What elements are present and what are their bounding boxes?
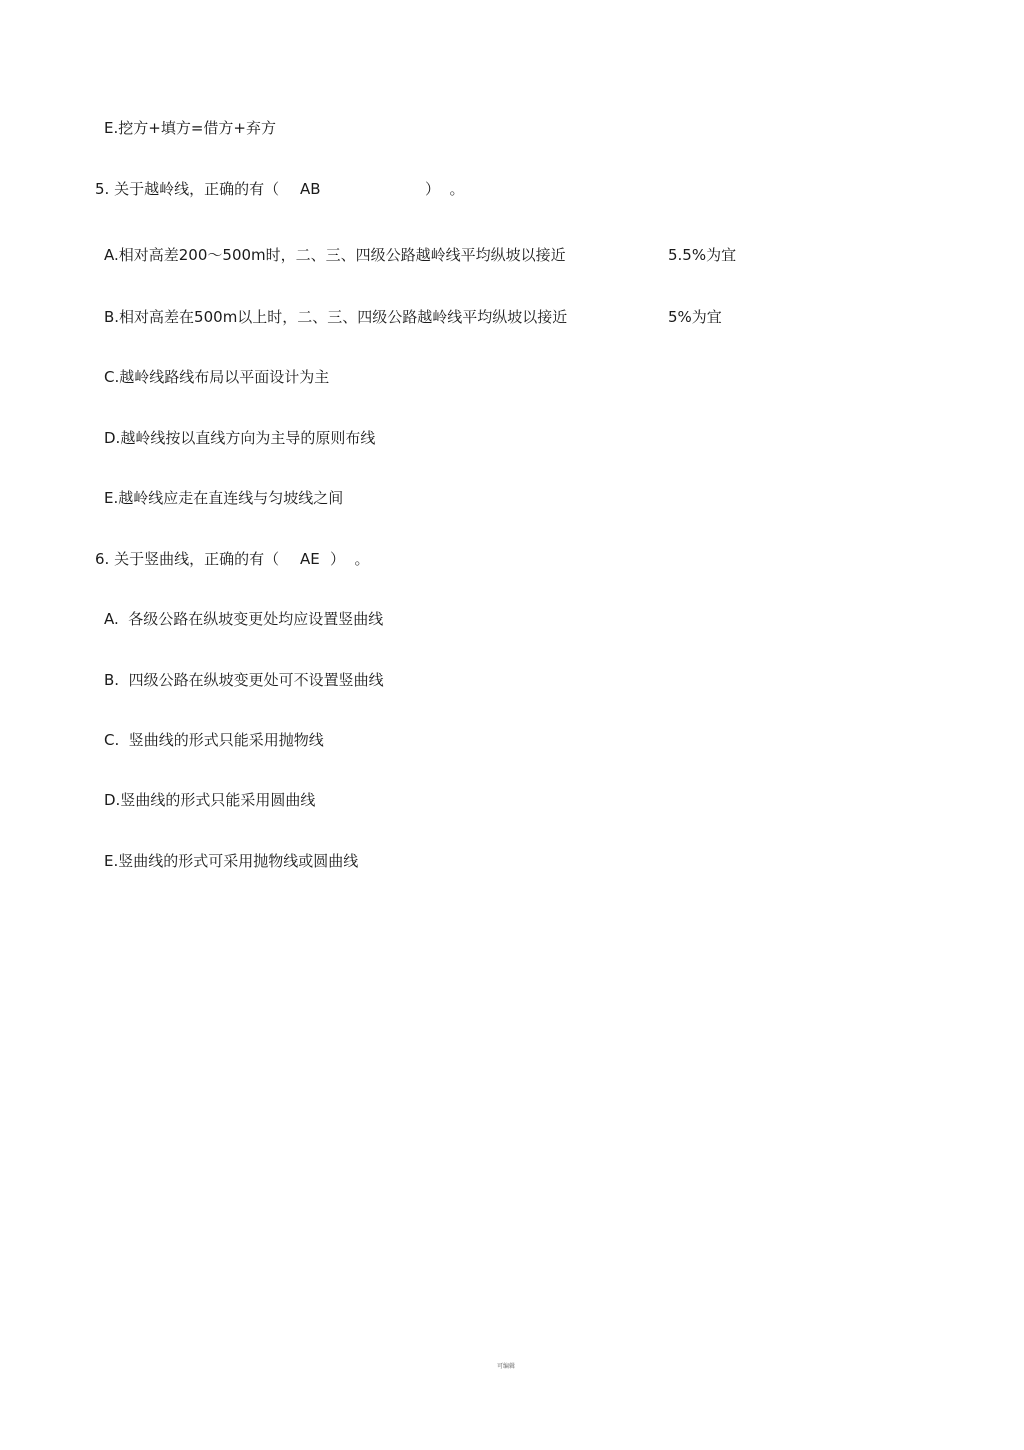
question-5-suffix: ） 。	[425, 180, 465, 198]
question-6-option-c: C. 竖曲线的形式只能采用抛物线	[104, 731, 324, 749]
question-6-prefix: 6. 关于竖曲线，正确的有（	[95, 550, 280, 568]
page-footer: 可编辑	[497, 1363, 516, 1370]
question-6-option-e: E.竖曲线的形式可采用抛物线或圆曲线	[104, 852, 359, 870]
question-5-option-a-value: 5.5%为宜	[668, 246, 737, 264]
question-5-option-c: C.越岭线路线布局以平面设计为主	[104, 368, 330, 386]
question-5-option-b: B.相对高差在500m以上时，二、三、四级公路越岭线平均纵坡以接近	[104, 308, 568, 326]
option-e-previous: E.挖方+填方=借方+弃方	[104, 119, 276, 137]
question-5-answer: AB	[300, 180, 321, 198]
question-6-option-d: D.竖曲线的形式只能采用圆曲线	[104, 791, 316, 809]
question-6-suffix: ） 。	[330, 550, 370, 568]
question-5-option-e: E.越岭线应走在直连线与匀坡线之间	[104, 489, 344, 507]
question-6-option-a: A. 各级公路在纵坡变更处均应设置竖曲线	[104, 610, 384, 628]
question-5-option-b-value: 5%为宜	[668, 308, 722, 326]
question-5-option-a: A.相对高差200〜500m时，二、三、四级公路越岭线平均纵坡以接近	[104, 246, 566, 264]
question-6-option-b: B. 四级公路在纵坡变更处可不设置竖曲线	[104, 671, 384, 689]
question-6-answer: AE	[300, 550, 320, 568]
question-5-option-d: D.越岭线按以直线方向为主导的原则布线	[104, 429, 376, 447]
question-5-prefix: 5. 关于越岭线，正确的有（	[95, 180, 280, 198]
